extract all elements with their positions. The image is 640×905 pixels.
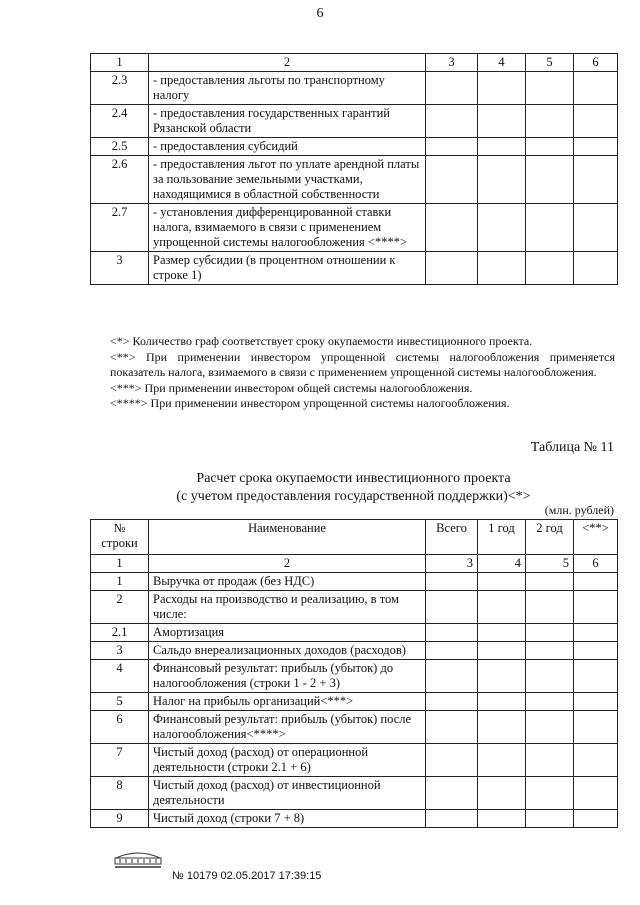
value-cell [478,744,526,777]
table-row [91,252,618,285]
header-cell: 2 [149,54,426,72]
value-cell [426,624,478,642]
table-row [91,777,618,810]
row-number: 2.6 [91,156,149,204]
table-title-line: (с учетом предоставления государственной поддержки)<*> [176,489,531,504]
row-text: Налог на прибыль организаций<***> [149,693,426,711]
value-cell [574,624,618,642]
value-cell [574,660,618,693]
value-cell [478,711,526,744]
value-cell [526,138,574,156]
row-number: 3 [91,252,149,285]
value-cell [526,744,574,777]
value-cell [426,138,478,156]
row-number: 3 [91,642,149,660]
value-cell [574,777,618,810]
value-cell [478,138,526,156]
value-cell [478,777,526,810]
row-number: 2.3 [91,72,149,105]
value-cell [526,660,574,693]
header-cell: 1 год [478,520,526,555]
table-row [91,573,618,591]
value-cell [574,711,618,744]
value-cell [478,573,526,591]
value-cell [478,156,526,204]
table-header-row [91,54,618,72]
value-cell [526,252,574,285]
value-cell [574,591,618,624]
row-number: 6 [91,711,149,744]
value-cell [478,204,526,252]
column-number: 2 [149,555,426,573]
value-cell [426,744,478,777]
value-cell [574,72,618,105]
column-number: 1 [91,555,149,573]
row-text: - установления дифференцированной ставки налога, взимаемого в связи с применением упрощенной системы налогообложения <****> [149,204,426,252]
header-cell: Всего [426,520,478,555]
value-cell [526,777,574,810]
value-cell [574,744,618,777]
value-cell [574,810,618,828]
row-text: Финансовый результат: прибыль (убыток) после налогообложения<****> [149,711,426,744]
table-row [91,711,618,744]
row-number: 8 [91,777,149,810]
column-number: 6 [574,555,618,573]
row-text: Сальдо внереализационных доходов (расходов) [149,642,426,660]
value-cell [478,72,526,105]
footnote: <**> При применении инвестором упрощенной системы налогообложения применяется показатель налога, взимаемого в связи с применением упрощенной системы налогообложения. [110,349,615,379]
value-cell [526,72,574,105]
value-cell [526,711,574,744]
value-cell [574,105,618,138]
value-cell [478,660,526,693]
value-cell [574,156,618,204]
footnote: <****> При применении инвестором упрощенной системы налогообложения. [110,396,510,410]
value-cell [478,693,526,711]
table-title-line: Расчет срока окупаемости инвестиционного проекта [196,471,511,486]
units-label: (млн. рублей) [544,503,614,517]
page-number: 6 [316,6,324,21]
table-row [91,156,618,204]
column-number: 4 [478,555,526,573]
header-cell: Наименование [149,520,426,555]
value-cell [526,156,574,204]
registry-stamp-icon [112,848,164,870]
payback-table [90,519,618,828]
header-cell: № строки [91,520,149,555]
header-cell: 5 [526,54,574,72]
row-text: - предоставления государственных гарантий Рязанской области [149,105,426,138]
table-title [90,470,617,506]
value-cell [526,105,574,138]
value-cell [526,573,574,591]
value-cell [426,810,478,828]
header-cell: 4 [478,54,526,72]
value-cell [426,777,478,810]
row-text: - предоставления субсидий [149,138,426,156]
table-row [91,660,618,693]
value-cell [478,810,526,828]
value-cell [426,642,478,660]
row-number: 9 [91,810,149,828]
header-cell: 6 [574,54,618,72]
header-cell: 2 год [526,520,574,555]
value-cell [574,693,618,711]
row-number: 1 [91,573,149,591]
value-cell [478,252,526,285]
row-number: 4 [91,660,149,693]
row-text: Чистый доход (строки 7 + 8) [149,810,426,828]
value-cell [526,624,574,642]
value-cell [426,573,478,591]
table-row [91,591,618,624]
row-text: Расходы на производство и реализацию, в том числе: [149,591,426,624]
value-cell [478,105,526,138]
value-cell [478,624,526,642]
value-cell [426,252,478,285]
row-number: 2.5 [91,138,149,156]
row-number: 2 [91,591,149,624]
table-row [91,744,618,777]
row-number: 2.7 [91,204,149,252]
value-cell [426,660,478,693]
value-cell [426,105,478,138]
value-cell [426,693,478,711]
value-cell [478,642,526,660]
value-cell [426,591,478,624]
value-cell [574,138,618,156]
row-text: Чистый доход (расход) от операционной деятельности (строки 2.1 + 6) [149,744,426,777]
row-text: Амортизация [149,624,426,642]
table-row [91,138,618,156]
value-cell [574,204,618,252]
footnotes [110,334,615,412]
table-row [91,105,618,138]
row-text: Чистый доход (расход) от инвестиционной деятельности [149,777,426,810]
value-cell [526,693,574,711]
value-cell [574,252,618,285]
value-cell [426,72,478,105]
row-number: 7 [91,744,149,777]
value-cell [478,591,526,624]
row-number: 2.1 [91,624,149,642]
row-number: 2.4 [91,105,149,138]
header-cell: <**> [574,520,618,555]
table-header-row [91,520,618,555]
value-cell [574,573,618,591]
value-cell [426,156,478,204]
value-cell [526,591,574,624]
footnote: <***> При применении инвестором общей системы налогообложения. [110,380,473,395]
column-number-row [91,555,618,573]
table-row [91,72,618,105]
column-number: 5 [526,555,574,573]
column-number: 3 [426,555,478,573]
subsidy-table [90,53,618,285]
row-text: - предоставления льготы по транспортному налогу [149,72,426,105]
document-footer [112,848,332,888]
table-row [91,693,618,711]
header-cell: 3 [426,54,478,72]
row-text: Выручка от продаж (без НДС) [149,573,426,591]
row-text: Размер субсидии (в процентном отношении к строке 1) [149,252,426,285]
value-cell [526,204,574,252]
table-row [91,642,618,660]
row-text: Финансовый результат: прибыль (убыток) до налогообложения (строки 1 - 2 + 3) [149,660,426,693]
value-cell [426,711,478,744]
table-label: Таблица № 11 [530,440,614,455]
value-cell [526,642,574,660]
table-row [91,810,618,828]
value-cell [574,642,618,660]
header-cell: 1 [91,54,149,72]
registration-stamp: № 10179 02.05.2017 17:39:15 [172,870,322,882]
row-text: - предоставления льгот по уплате арендной платы за пользование земельными участками, находящимися в областной собственности [149,156,426,204]
table-row [91,624,618,642]
value-cell [426,204,478,252]
table-row [91,204,618,252]
footnote: <*> Количество граф соответствует сроку окупаемости инвестиционного проекта. [110,334,533,348]
value-cell [526,810,574,828]
row-number: 5 [91,693,149,711]
